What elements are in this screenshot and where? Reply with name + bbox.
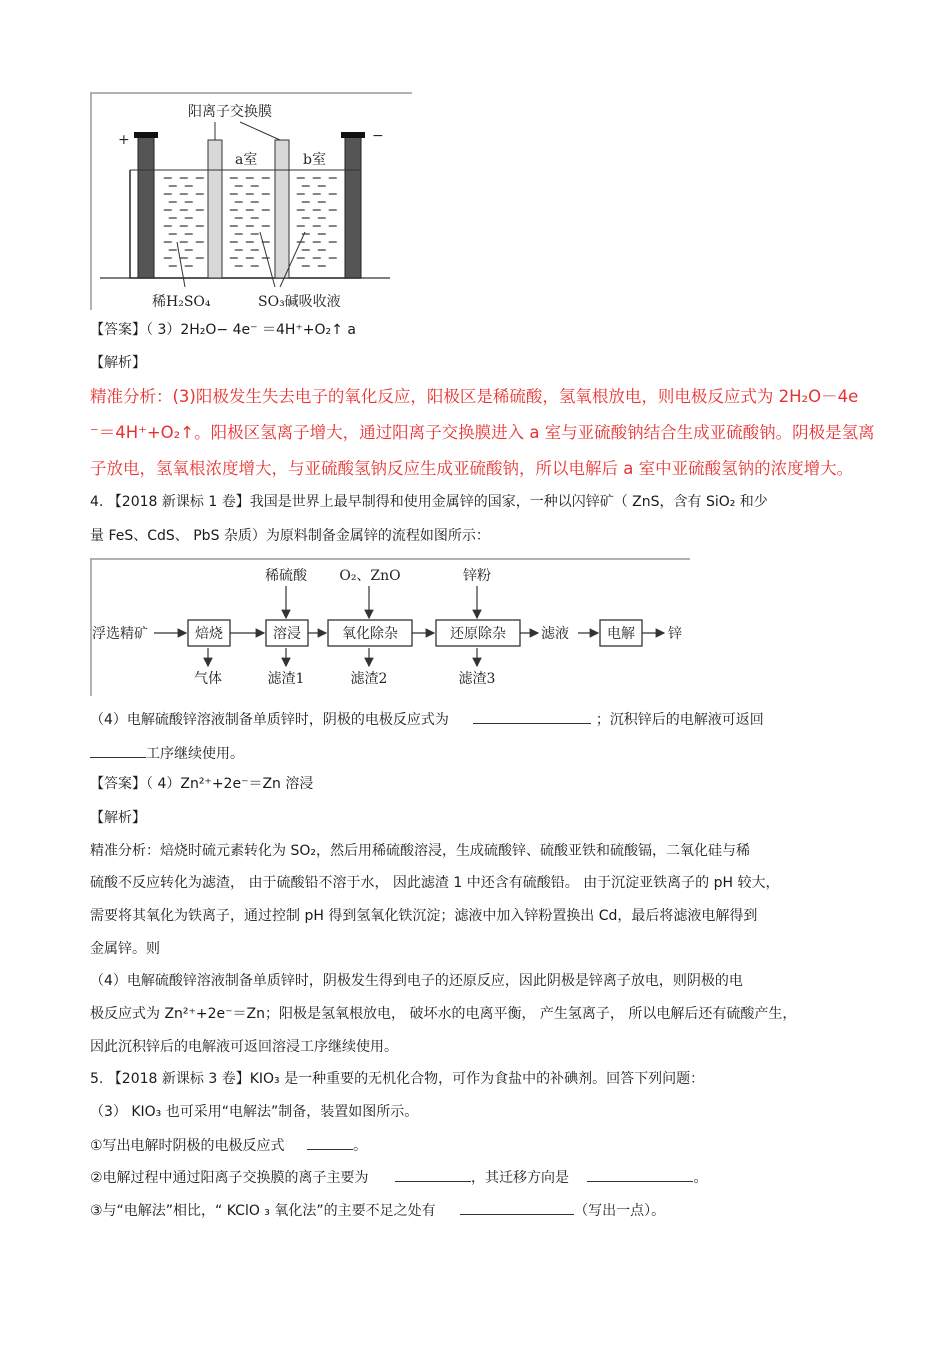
membrane-label: 阳离子交换膜 [188,104,272,120]
q4-analysis-line-7: 因此沉积锌后的电解液可返回溶浸工序继续使用。 [90,1039,398,1055]
q5-part-3-3-text: ③与“电解法”相比，“ KClO ₃ 氧化法”的主要不足之处有 [90,1203,436,1219]
flow-output-residue-1: 滤渣1 [267,671,305,687]
q4-question-text: （4）电解硫酸锌溶液制备单质锌时，阴极的电极反应式为 [90,712,449,728]
q4-question-4 [90,710,764,729]
flow-start-concentrate: 浮选精矿 [92,626,148,642]
q5-answer-blank-2[interactable] [395,1168,471,1182]
flow-step-reduction: 还原除杂 [450,626,506,642]
room-b-label: b室 [303,152,326,168]
q4-analysis-line-5: （4）电解硫酸锌溶液制备单质锌时，阴极发生得到电子的还原反应，因此阴极是锌离子放电，则阴极的电 [90,973,743,989]
q5-answer-blank-3[interactable] [587,1168,693,1182]
so3-absorbent-label: SO₃碱吸收液 [258,294,341,310]
flow-output-residue-3: 滤渣3 [458,671,496,687]
q5-part-3-2-end: 。 [693,1170,708,1186]
q4-answer-blank-2[interactable] [90,744,146,758]
flow-step-leaching: 溶浸 [273,626,301,642]
q5-part-3-2-text: ②电解过程中通过阳离子交换膜的离子主要为 [90,1170,369,1186]
flow-input-o2-zno: O₂、ZnO [339,568,401,584]
flow-step-roasting: 焙烧 [195,626,223,642]
q5-part-3-2 [90,1168,707,1187]
q4-question-text-3: 工序继续使用。 [146,746,244,762]
flow-input-dilute-acid: 稀硫酸 [265,568,307,584]
q4-answer: 【答案】（ 4）Zn²⁺+2e⁻＝Zn 溶浸 [90,776,314,792]
q5-stem: 5. 【2018 新课标 3 卷】KIO₃ 是一种重要的无机化合物，可作为食盐中的补碘剂。回答下列问题： [90,1071,705,1087]
q3-analysis-line-2: ⁻＝4H⁺+O₂↑。阳极区氢离子增大，通过阳离子交换膜进入 a 室与亚硫酸钠结合生成亚硫酸钠。阴极是氢离 [90,423,875,442]
q5-part-3-1-text: ①写出电解时阴极的电极反应式 [90,1138,285,1154]
q4-question-text-2: ；沉积锌后的电解液可返回 [595,712,764,728]
cathode-minus-sign: − [372,128,384,144]
flow-output-gas: 气体 [194,671,222,687]
q5-part-3-3-text-2: （写出一点）。 [574,1203,666,1219]
q3-answer: 【答案】（ 3）2H₂O− 4e⁻ ＝4H⁺+O₂↑ a [90,322,356,338]
q4-stem-line-2: 量 FeS、CdS、 PbS 杂质）为原料制备金属锌的流程如图所示： [90,528,490,544]
q5-part-3: （3） KIO₃ 也可采用“电解法”制备，装置如图所示。 [90,1104,419,1120]
room-a-label: a室 [235,152,258,168]
flow-input-zinc-powder: 锌粉 [463,568,491,584]
flow-step-oxidation: 氧化除杂 [342,626,398,642]
q4-analysis-line-2: 硫酸不反应转化为滤渣， 由于硫酸铅不溶于水， 因此滤渣 1 中还含有硫酸铅。 由于沉淀亚铁离子的 pH 较大， [90,875,780,891]
q5-part-3-2-text-2: ，其迁移方向是 [471,1170,570,1186]
q4-analysis-line-6: 极反应式为 Zn²⁺+2e⁻＝Zn；阳极是氢氧根放电， 破坏水的电离平衡， 产生氢离子， 所以电解后还有硫酸产生， [90,1006,797,1022]
q4-analysis-line-3: 需要将其氧化为铁离子，通过控制 pH 得到氢氧化铁沉淀；滤液中加入锌粉置换出 Cd，最后将滤液电解得到 [90,908,758,924]
q5-part-3-1 [90,1136,367,1155]
zinc-process-flowchart [90,558,690,698]
q4-stem-line-1: 4. 【2018 新课标 1 卷】我国是世界上最早制得和使用金属锌的国家，一种以闪锌矿（ ZnS，含有 SiO₂ 和少 [90,494,768,510]
flow-filtrate: 滤液 [541,626,569,642]
dilute-h2so4-label: 稀H₂SO₄ [152,294,211,310]
q4-analysis-line-4: 金属锌。则 [90,941,160,957]
q4-analysis-line-1: 精准分析：焙烧时硫元素转化为 SO₂，然后用稀硫酸溶浸，生成硫酸锌、硫酸亚铁和硫酸镉，二氧化硅与稀 [90,843,750,859]
flow-step-electrolysis: 电解 [607,626,635,642]
q4-answer-blank-1[interactable] [473,710,591,724]
q5-answer-blank-1[interactable] [307,1136,353,1150]
q3-analysis-line-1: 精准分析：(3)阳极发生失去电子的氧化反应，阳极区是稀硫酸，氢氧根放电，则电极反应式为 2H₂O－4e [90,387,859,406]
electrolysis-cell-diagram [90,92,412,314]
q5-part-3-1-end: 。 [353,1138,368,1154]
flow-end-zinc: 锌 [668,626,682,642]
q5-part-3-3 [90,1201,665,1220]
q4-analysis-heading: 【解析】 [90,810,146,826]
q3-analysis-line-3: 子放电，氢氧根浓度增大，与亚硫酸氢钠反应生成亚硫酸钠，所以电解后 a 室中亚硫酸氢钠的浓度增大。 [90,459,854,478]
anode-plus-sign: + [118,132,130,148]
q5-answer-blank-4[interactable] [460,1201,574,1215]
q3-analysis-heading: 【解析】 [90,355,146,371]
flow-output-residue-2: 滤渣2 [350,671,388,687]
q4-question-4-cont [90,744,244,763]
